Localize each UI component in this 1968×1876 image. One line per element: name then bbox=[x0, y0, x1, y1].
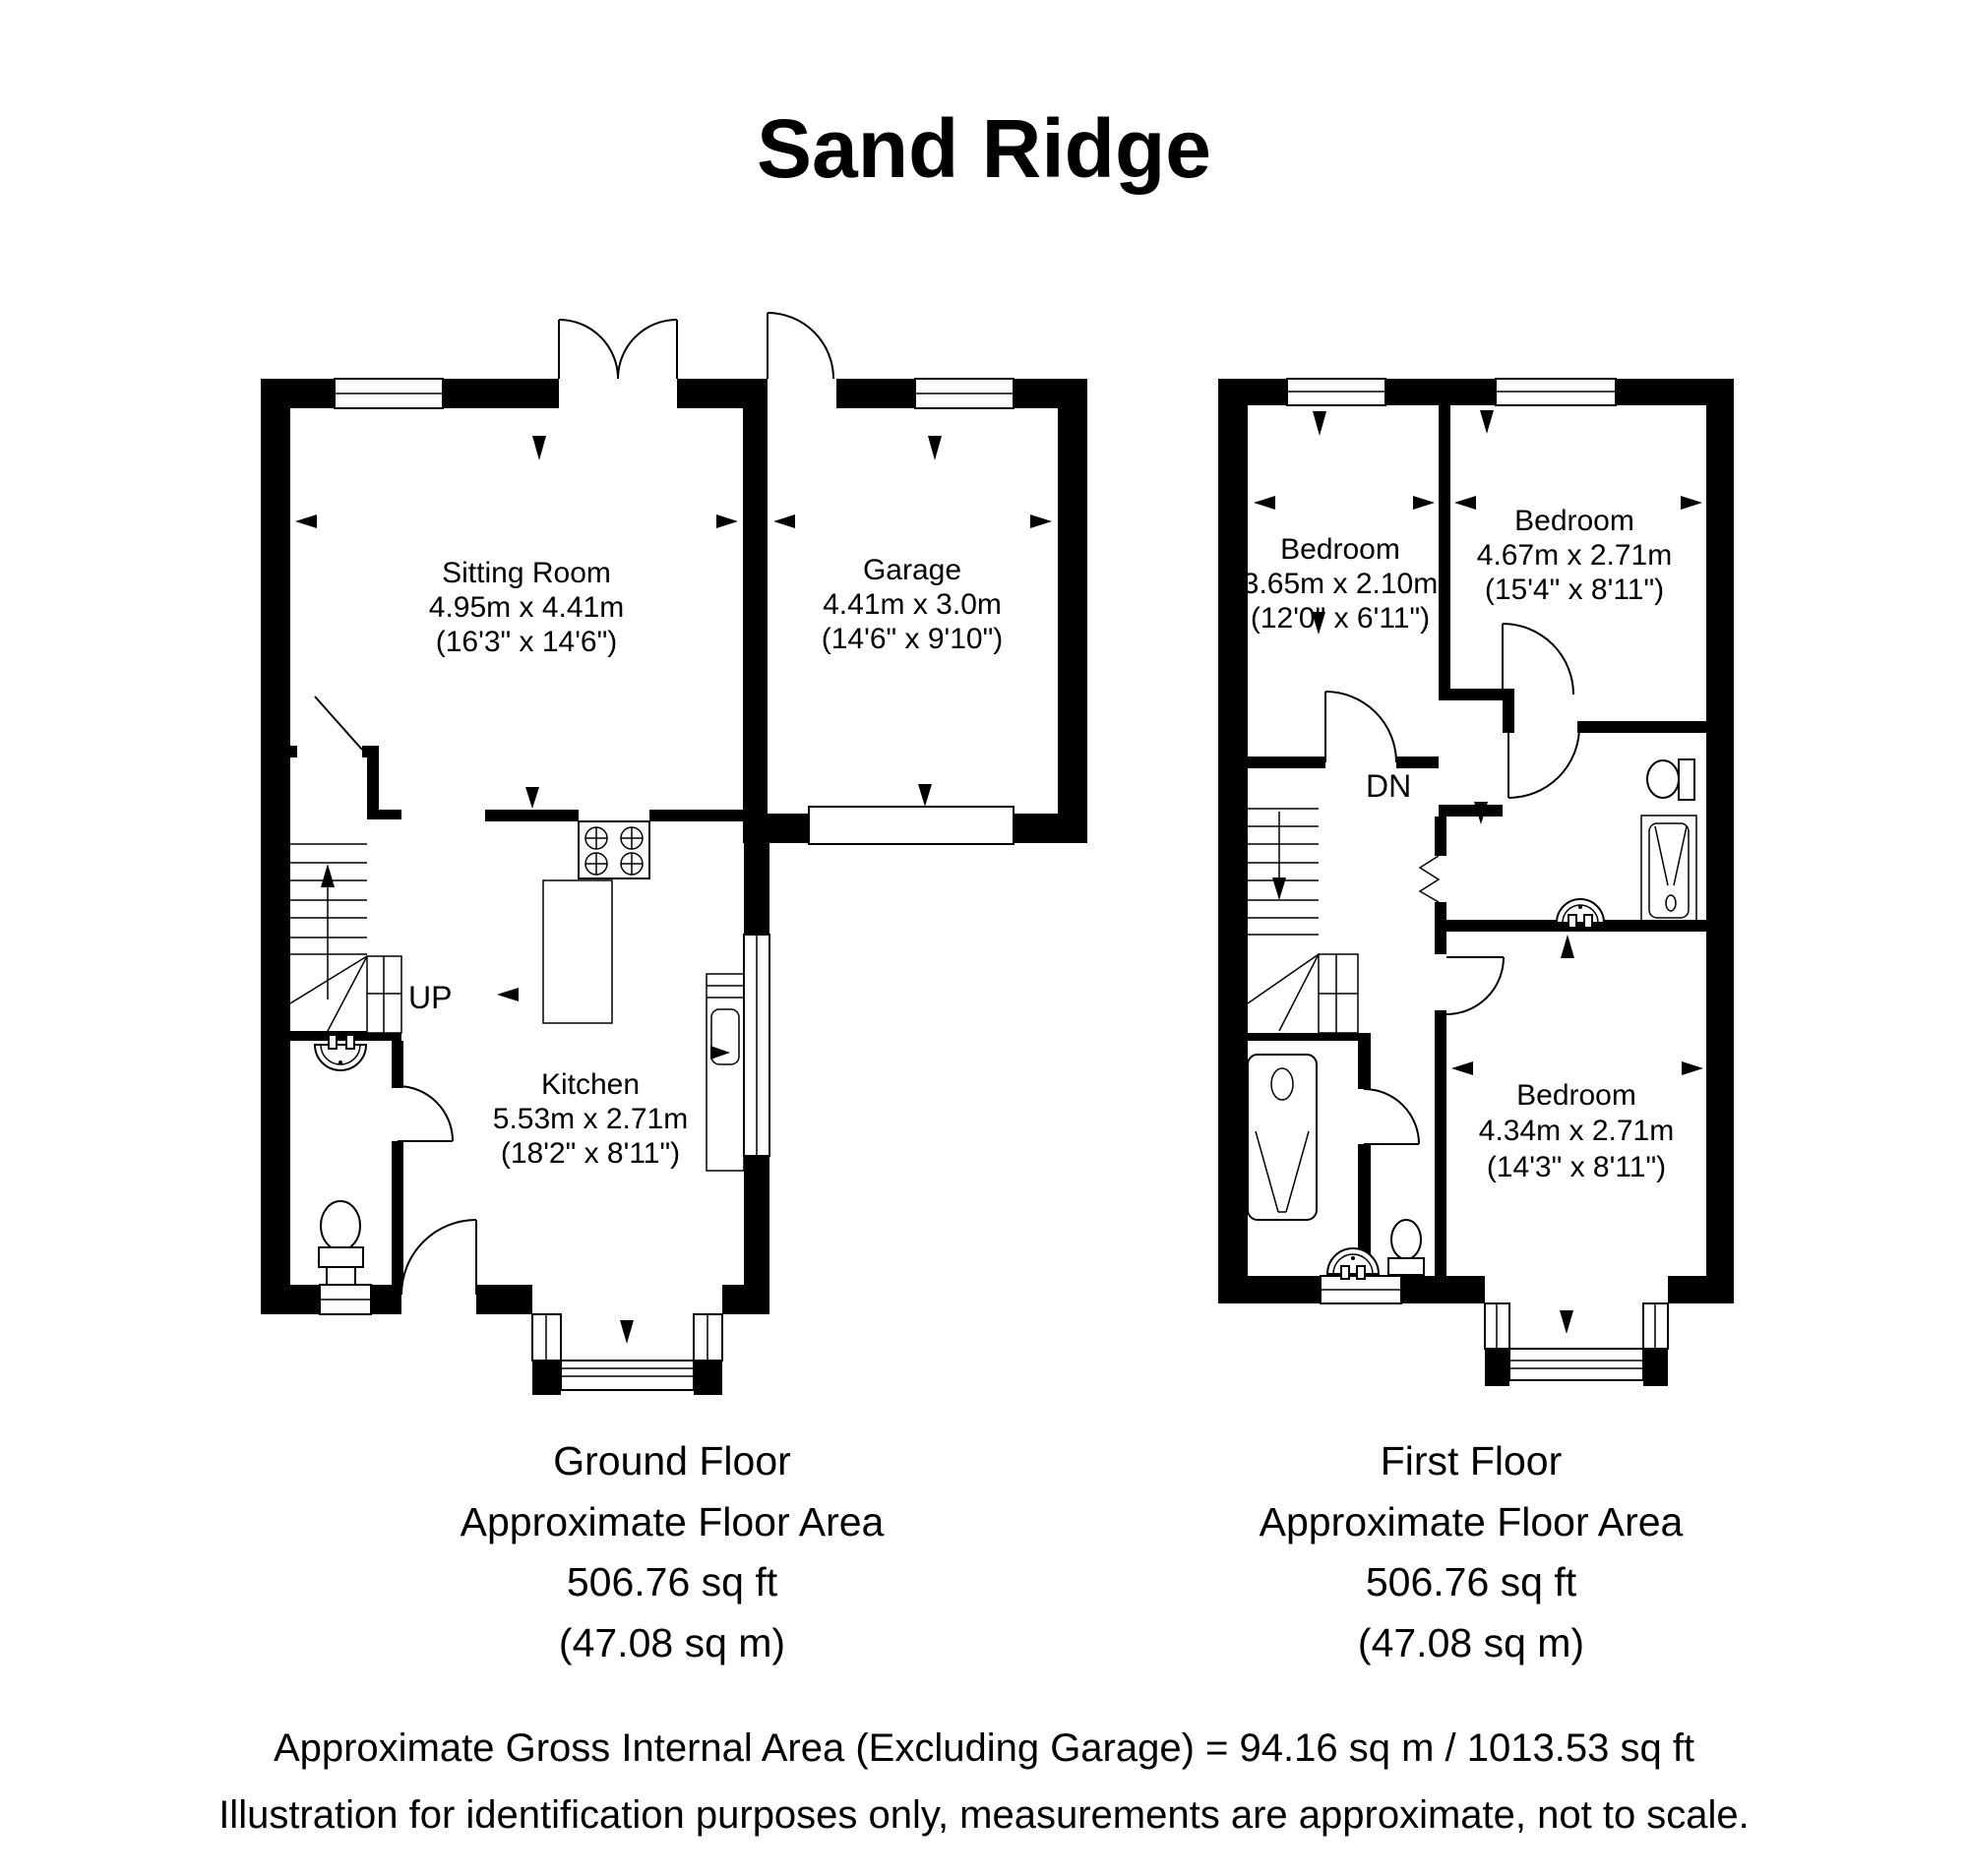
kitchen-sink-counter bbox=[707, 974, 744, 1171]
arrow-up bbox=[1561, 935, 1574, 958]
toilet-icon bbox=[319, 1201, 363, 1285]
room-dimensions-metric: 4.67m x 2.71m bbox=[1476, 539, 1673, 572]
wall-segment bbox=[1668, 1276, 1734, 1303]
wall-segment bbox=[1218, 379, 1287, 405]
first-floor-caption bbox=[1260, 1438, 1684, 1665]
door-arc bbox=[1325, 692, 1396, 762]
ground-floor-caption bbox=[461, 1438, 885, 1665]
sink-icon bbox=[1557, 899, 1604, 928]
room-dimensions-imperial: (15'4" x 8'11") bbox=[1484, 574, 1665, 606]
gross-internal-area-text: Approximate Gross Internal Area (Excluding Garage) = 94.16 sq m / 1013.53 sq ft bbox=[273, 1726, 1695, 1770]
window bbox=[744, 935, 769, 1156]
staircase-down bbox=[1248, 768, 1411, 1033]
door-flap bbox=[315, 696, 362, 750]
room-dimensions-metric: 4.95m x 4.41m bbox=[428, 591, 625, 624]
floor-caption-area-m: (47.08 sq m) bbox=[1357, 1620, 1585, 1665]
wall-segment bbox=[1503, 689, 1514, 733]
wall-segment bbox=[371, 1285, 401, 1314]
sink-icon bbox=[1327, 1248, 1379, 1279]
room-dimensions-metric: 4.41m x 3.0m bbox=[823, 588, 1002, 621]
window bbox=[1321, 1276, 1401, 1303]
shower-icon bbox=[1641, 816, 1696, 926]
garage-door bbox=[809, 807, 1014, 844]
wall-segment bbox=[1396, 756, 1439, 768]
arrow-down bbox=[532, 436, 546, 460]
wall-segment bbox=[1385, 379, 1496, 405]
cupboard-door bbox=[1420, 856, 1439, 902]
room-label: Sitting Room bbox=[442, 557, 611, 589]
floor-caption-area-ft: 506.76 sq ft bbox=[1365, 1559, 1577, 1604]
ground-floor-room-labels bbox=[429, 554, 1003, 1170]
arrow-down bbox=[620, 1320, 634, 1344]
stairs-down-label: DN bbox=[1366, 768, 1412, 804]
ground-floor-walls bbox=[261, 379, 1087, 1395]
floor-caption-area-ft: 506.76 sq ft bbox=[566, 1559, 778, 1604]
room-dimensions-metric: 5.53m x 2.71m bbox=[492, 1103, 689, 1135]
kitchen-counter bbox=[543, 880, 612, 1023]
window bbox=[320, 1285, 371, 1314]
arrow-left bbox=[1254, 496, 1275, 510]
arrow-down bbox=[525, 787, 539, 809]
wall-segment bbox=[392, 1141, 403, 1285]
room-label: Bedroom bbox=[1514, 505, 1634, 537]
wall-segment bbox=[476, 1285, 532, 1314]
wall-segment bbox=[261, 1285, 320, 1314]
wall-segment bbox=[744, 1156, 769, 1285]
wall-segment bbox=[261, 379, 335, 408]
wall-segment bbox=[362, 746, 379, 757]
stairs-up-label: UP bbox=[408, 980, 453, 1015]
room-dimensions-imperial: (16'3" x 14'6") bbox=[435, 626, 618, 658]
arrow-down bbox=[1313, 411, 1326, 436]
wall-segment bbox=[261, 379, 290, 1314]
french-doors bbox=[559, 320, 677, 379]
bay-window bbox=[1485, 1303, 1668, 1380]
ground-floor-fixtures bbox=[315, 821, 744, 1285]
floor-caption-area-label: Approximate Floor Area bbox=[1259, 1499, 1684, 1544]
wall-segment bbox=[1218, 379, 1248, 1303]
wall-segment bbox=[694, 1361, 722, 1395]
disclaimer-text: Illustration for identification purposes only, measurements are approximate, not to scale. bbox=[218, 1793, 1750, 1837]
front-door-arc bbox=[401, 1220, 476, 1295]
window bbox=[1496, 379, 1616, 405]
arrow-down bbox=[928, 436, 942, 460]
wall-segment bbox=[392, 1041, 403, 1088]
arrow-left bbox=[1454, 496, 1476, 510]
wall-segment bbox=[1643, 1349, 1668, 1386]
room-dimensions-imperial: (14'6" x 9'10") bbox=[821, 623, 1004, 655]
footer-disclaimer bbox=[218, 1726, 1750, 1837]
wall-segment bbox=[1058, 379, 1087, 843]
bath-icon bbox=[1248, 1055, 1317, 1220]
wall-segment bbox=[1485, 1349, 1509, 1386]
wall-segment bbox=[367, 757, 379, 819]
arrow-down bbox=[1560, 1310, 1573, 1334]
stair-direction-arrow bbox=[1272, 877, 1286, 900]
wall-segment bbox=[744, 843, 769, 935]
arrow-down bbox=[918, 784, 932, 807]
wall-segment bbox=[1435, 817, 1446, 856]
first-floor-walls bbox=[1218, 379, 1734, 1386]
arrow-down bbox=[1480, 410, 1494, 434]
wall-segment bbox=[1706, 379, 1734, 1303]
wall-segment bbox=[1439, 689, 1503, 700]
wall-segment bbox=[485, 810, 579, 821]
arrow-left bbox=[295, 514, 317, 528]
room-dimensions-metric: 3.65m x 2.10m bbox=[1242, 568, 1439, 600]
first-floor-plan bbox=[1218, 379, 1734, 1386]
arrow-right bbox=[716, 514, 738, 528]
window bbox=[915, 379, 1014, 408]
room-label: Bedroom bbox=[1280, 533, 1400, 566]
toilet-icon bbox=[1647, 759, 1694, 800]
hob-icon bbox=[579, 821, 649, 878]
wall-segment bbox=[532, 1361, 561, 1395]
wall-segment bbox=[1435, 902, 1446, 932]
wall-segment bbox=[1358, 1041, 1371, 1089]
arrow-left bbox=[1451, 1061, 1473, 1075]
arrow-right bbox=[710, 1046, 730, 1059]
room-label: Kitchen bbox=[540, 1068, 641, 1101]
wall-segment bbox=[1248, 1033, 1371, 1041]
room-dimensions-imperial: (14'3" x 8'11") bbox=[1486, 1151, 1667, 1183]
door-arc bbox=[768, 313, 833, 379]
wall-segment bbox=[443, 379, 559, 408]
wall-segment bbox=[836, 379, 915, 408]
first-floor-fixtures bbox=[1248, 759, 1696, 1279]
floor-caption-name: Ground Floor bbox=[553, 1438, 791, 1483]
door-arc bbox=[1503, 624, 1573, 695]
floor-caption-name: First Floor bbox=[1380, 1438, 1563, 1483]
door-arc bbox=[1364, 1089, 1419, 1144]
arrow-right bbox=[1030, 514, 1052, 528]
door-arc bbox=[1508, 727, 1579, 798]
arrow-right bbox=[1413, 496, 1435, 510]
floor-caption-area-m: (47.08 sq m) bbox=[558, 1620, 786, 1665]
wall-segment bbox=[290, 746, 297, 757]
staircase-up bbox=[290, 844, 452, 1033]
wall-segment bbox=[1401, 1276, 1485, 1303]
arrow-left bbox=[773, 514, 795, 528]
room-dimensions-imperial: (12'0" x 6'11") bbox=[1250, 602, 1431, 635]
ground-floor-windows bbox=[320, 379, 1014, 1390]
stair-direction-arrow bbox=[321, 864, 335, 887]
wall-segment bbox=[1577, 721, 1706, 733]
ground-floor-plan bbox=[261, 313, 1087, 1395]
door-arc bbox=[398, 1086, 453, 1141]
page-title: Sand Ridge bbox=[756, 102, 1212, 195]
wall-segment bbox=[1439, 405, 1450, 689]
wall-segment bbox=[1439, 805, 1503, 817]
window bbox=[335, 379, 443, 408]
wall-segment bbox=[1218, 1276, 1321, 1303]
door-arc bbox=[1446, 957, 1504, 1014]
room-dimensions-imperial: (18'2" x 8'11") bbox=[500, 1137, 681, 1170]
wall-segment bbox=[649, 810, 743, 821]
room-label: Bedroom bbox=[1516, 1079, 1636, 1112]
wall-segment bbox=[722, 1285, 769, 1314]
wall-segment bbox=[1435, 932, 1446, 954]
arrow-right bbox=[1681, 496, 1702, 510]
arrow-left bbox=[497, 988, 519, 1001]
floor-caption-area-label: Approximate Floor Area bbox=[460, 1499, 885, 1544]
wall-segment bbox=[1435, 1010, 1446, 1276]
wall-segment bbox=[743, 379, 768, 843]
room-dimensions-metric: 4.34m x 2.71m bbox=[1478, 1115, 1675, 1147]
wall-segment bbox=[1218, 756, 1325, 768]
wall-segment bbox=[379, 810, 401, 819]
arrow-right bbox=[1682, 1061, 1703, 1075]
toilet-icon bbox=[1388, 1220, 1424, 1275]
window bbox=[1287, 379, 1385, 405]
room-label: Garage bbox=[862, 554, 962, 586]
